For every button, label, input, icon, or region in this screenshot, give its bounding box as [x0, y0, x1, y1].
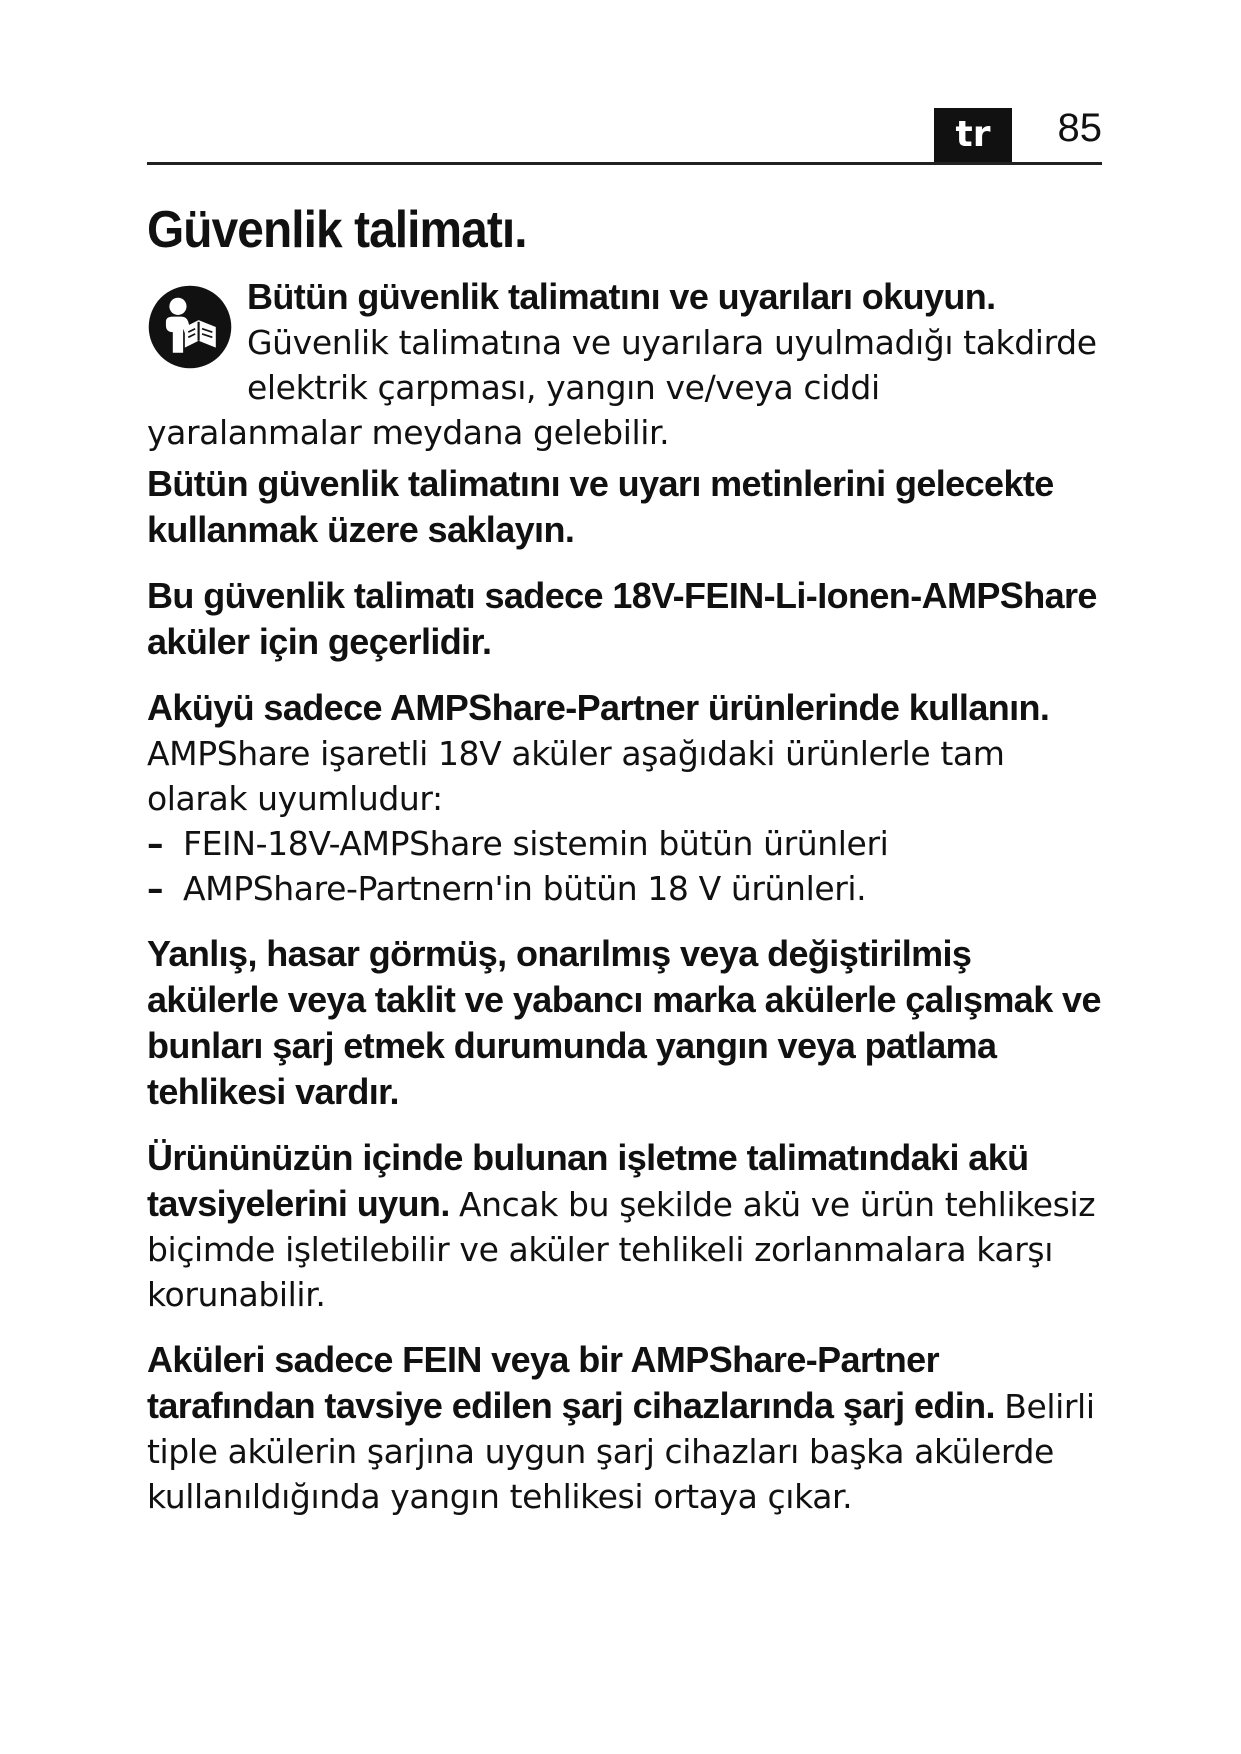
advice-normal-text: Ancak bu şekilde akü ve ürün tehlikesiz biçimde işletilebilir ve aküler tehlikeli zorlanmalara karşı korunabilir.	[147, 1185, 1096, 1314]
page-title: Güvenlik talimatı.	[147, 201, 527, 259]
page-number: 85	[1057, 106, 1102, 150]
page-content	[147, 200, 1102, 1539]
partner-normal-text: AMPShare işaretli 18V aküler aşağıdaki ürünlerle tam olarak uyumludur:	[147, 734, 1005, 818]
advice-paragraph	[147, 1135, 1102, 1317]
intro-normal-text: Güvenlik talimatına ve uyarılara uyulmadığı takdirde elektrik çarpması, yangın ve/veya ciddi yaralanmalar meydana gelebilir.	[147, 323, 1097, 452]
advice-bold-text: Ürününüzün içinde bulunan işletme talimatındaki akü tavsiyelerini uyun.	[147, 1137, 1029, 1224]
keep-instructions-paragraph	[147, 461, 1102, 553]
dash-bullet-icon: –	[147, 869, 164, 908]
list-item	[147, 821, 1102, 866]
intro-bold-text: Bütün güvenlik talimatını ve uyarıları okuyun.	[247, 276, 996, 317]
list-item-text: AMPShare-Partnern'in bütün 18 V ürünleri.	[183, 869, 867, 908]
scope-paragraph	[147, 573, 1102, 665]
partner-paragraph	[147, 685, 1102, 911]
intro-paragraph	[147, 274, 1102, 455]
danger-bold-text: Yanlış, hasar görmüş, onarılmış veya değiştirilmiş akülerle veya taklit ve yabancı marka akülerle çalışmak ve bunları şarj etmek durumunda yangın veya patlama tehlikesi vardır.	[147, 933, 1101, 1112]
danger-paragraph	[147, 931, 1102, 1115]
scope-bold-text: Bu güvenlik talimatı sadece 18V-FEIN-Li-Ionen-AMPShare aküler için geçerlidir.	[147, 575, 1097, 662]
compatible-products-list	[147, 821, 1102, 911]
charger-normal-text: Belirli tiple akülerin şarjına uygun şarj cihazları başka akülerde kullanıldığında yangın tehlikesi ortaya çıkar.	[147, 1387, 1095, 1516]
language-tag: tr	[934, 108, 1012, 162]
charger-paragraph	[147, 1337, 1102, 1519]
read-manual-icon	[147, 284, 233, 370]
list-item-text: FEIN-18V-AMPShare sistemin bütün ürünleri	[183, 824, 889, 863]
keep-bold-text: Bütün güvenlik talimatını ve uyarı metinlerini gelecekte kullanmak üzere saklayın.	[147, 463, 1054, 550]
list-item	[147, 866, 1102, 911]
partner-bold-text: Aküyü sadece AMPShare-Partner ürünlerinde kullanın.	[147, 687, 1050, 728]
page-header	[147, 104, 1102, 165]
dash-bullet-icon: –	[147, 824, 164, 863]
charger-bold-text: Aküleri sadece FEIN veya bir AMPShare-Partner tarafından tavsiye edilen şarj cihazlarında şarj edin.	[147, 1339, 995, 1426]
